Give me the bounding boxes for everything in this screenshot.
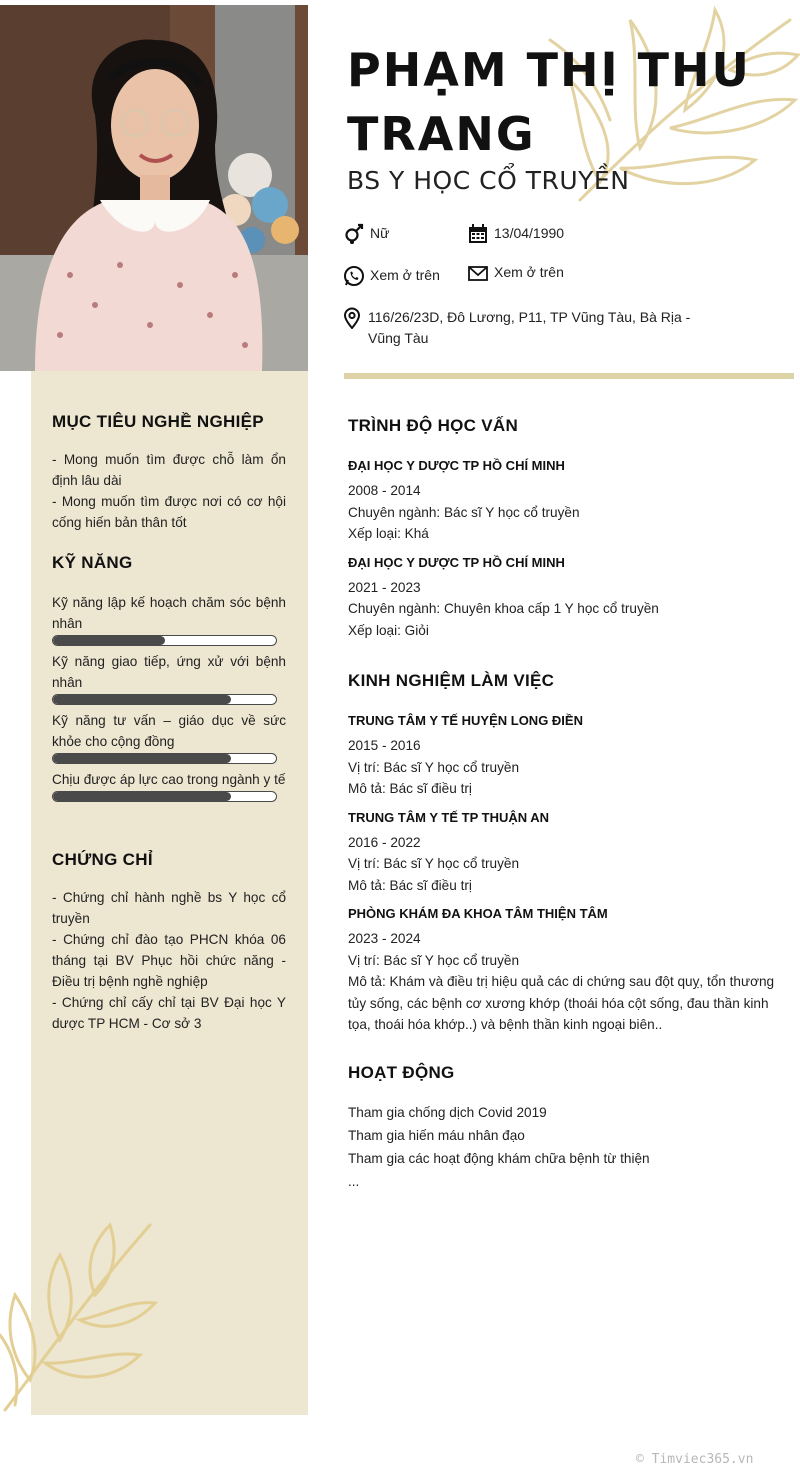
education-major: Chuyên ngành: Bác sĩ Y học cổ truyền [348,504,580,520]
dob-info [467,223,564,245]
gender-value: Nữ [370,225,390,241]
objective-title: MỤC TIÊU NGHỀ NGHIỆP [52,412,264,431]
phone-info [343,265,440,287]
gender-icon [343,223,365,245]
watermark: © Timviec365.vn [636,1452,754,1467]
certificate-line: - Chứng chỉ đào tạo PHCN khóa 06 tháng tại BV Phục hồi chức năng - Điều trị bệnh nghề nghiệp [52,932,286,989]
experience-period: 2016 - 2022 [348,834,421,850]
experience-description: Mô tả: Khám và điều trị hiệu quả các di chứng sau đột quỵ, tổn thương tủy sống, các bệnh cơ xương khớp (thoái hóa cột sống, đau thần kinh tọa, thoái hóa khớp..) và bệnh thần kinh ngoại biên.. [348,974,775,1032]
skill-bar [52,635,277,646]
header-divider [344,373,794,379]
experience-position: Vị trí: Bác sĩ Y học cổ truyền [348,856,520,871]
skill-name: Kỹ năng lập kế hoạch chăm sóc bệnh nhân [52,595,286,631]
calendar-icon [467,223,489,245]
activity-item: Tham gia hiến máu nhân đạo [348,1128,525,1143]
skill-bar-fill [53,792,231,801]
education-section [348,416,778,641]
experience-position: Vị trí: Bác sĩ Y học cổ truyền [348,952,520,968]
experience-position: Vị trí: Bác sĩ Y học cổ truyền [348,759,520,775]
candidate-name: PHẠM THỊ THU TRANG [347,43,751,161]
skill-bar-fill [53,695,231,704]
skill-name: Chịu được áp lực cao trong ngành y tế [52,772,286,787]
objective-line: - Mong muốn tìm được chỗ làm ổn định lâu dài [52,452,286,488]
phone-icon [343,265,365,287]
address-info [341,307,691,349]
school-name: ĐẠI HỌC Y DƯỢC TP HỒ CHÍ MINH [348,458,565,473]
location-pin-icon [341,307,363,329]
company-name: PHÒNG KHÁM ĐA KHOA TÂM THIỆN TÂM [348,906,608,921]
gender-info [343,223,389,245]
address-value: 116/26/23D, Đô Lương, P11, TP Vũng Tàu, Bà Rịa - Vũng Tàu [368,309,691,346]
phone-value: Xem ở trên [370,267,440,283]
experience-description: Mô tả: Bác sĩ điều trị [348,877,472,893]
certificates-title: CHỨNG CHỈ [52,850,153,869]
experience-entry [348,808,778,897]
education-grade: Xếp loại: Giỏi [348,622,429,638]
experience-period: 2015 - 2016 [348,738,421,753]
skill-bar [52,694,277,705]
activity-item: Tham gia chống dịch Covid 2019 [348,1105,547,1120]
email-value: Xem ở trên [494,264,564,280]
company-name: TRUNG TÂM Y TẾ HUYỆN LONG ĐIỀN [348,713,583,728]
leaf-decoration-bottom [0,1215,160,1415]
dob-value: 13/04/1990 [494,225,565,241]
certificate-line: - Chứng chỉ cấy chỉ tại BV Đại học Y dược TP HCM - Cơ sở 3 [52,995,286,1031]
email-info [467,262,564,284]
skills-section [52,553,286,802]
company-name: TRUNG TÂM Y TẾ TP THUẬN AN [348,809,550,825]
skill-bar [52,791,277,802]
objective-line: - Mong muốn tìm được nơi có cơ hội cống hiến bản thân tốt [52,494,286,530]
skill-item [52,592,286,646]
experience-entry [348,711,778,800]
skill-item [52,769,286,802]
skill-bar [52,753,277,764]
skill-name: Kỹ năng giao tiếp, ứng xử với bệnh nhân [52,654,286,690]
skill-item [52,651,286,705]
experience-description: Mô tả: Bác sĩ điều trị [348,781,472,796]
skill-bar-fill [53,754,231,763]
education-period: 2008 - 2014 [348,483,421,498]
profile-photo [0,5,308,371]
experience-period: 2023 - 2024 [348,931,421,946]
activity-item: Tham gia các hoạt động khám chữa bệnh từ thiện [348,1151,650,1166]
education-major: Chuyên ngành: Chuyên khoa cấp 1 Y học cổ truyền [348,601,659,616]
envelope-icon [467,262,489,284]
experience-title: KINH NGHIỆM LÀM VIỆC [348,671,555,690]
objective-section [52,412,286,533]
skill-name: Kỹ năng tư vấn – giáo dục về sức khỏe cho cộng đồng [52,713,286,749]
skills-title: KỸ NĂNG [52,553,133,572]
certificates-section [52,850,286,1034]
certificate-line: - Chứng chỉ hành nghề bs Y học cổ truyền [52,890,286,926]
education-entry [348,553,778,642]
job-title: BS Y HỌC CỔ TRUYỀN [347,166,630,195]
school-name: ĐẠI HỌC Y DƯỢC TP HỒ CHÍ MINH [348,554,565,570]
activity-item: ... [348,1174,360,1189]
education-entry [348,456,778,545]
skill-bar-fill [53,636,165,645]
education-title: TRÌNH ĐỘ HỌC VẤN [348,416,519,435]
activities-section [348,1063,778,1193]
activities-title: HOẠT ĐỘNG [348,1063,455,1082]
education-grade: Xếp loại: Khá [348,526,429,541]
education-period: 2021 - 2023 [348,579,421,595]
experience-entry [348,904,778,1036]
experience-section [348,671,778,1036]
skill-item [52,710,286,764]
